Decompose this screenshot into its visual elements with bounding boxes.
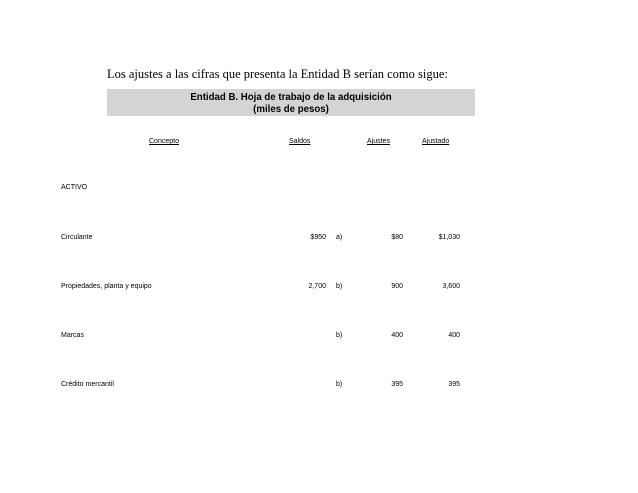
header-ajustado: Ajustado bbox=[422, 138, 450, 145]
row-ajustes: 900 bbox=[391, 283, 403, 290]
row-saldos: 2,700 bbox=[308, 283, 326, 290]
row-ref: a) bbox=[336, 234, 343, 241]
row-ref: b) bbox=[336, 332, 343, 339]
header-ajustes: Ajustes bbox=[367, 138, 390, 145]
row-ref: b) bbox=[336, 381, 343, 388]
row-concepto: Crédito mercantil bbox=[61, 381, 114, 388]
worksheet-subtitle: (miles de pesos) bbox=[253, 103, 329, 115]
header-saldos: Saldos bbox=[289, 138, 311, 145]
row-saldos: $950 bbox=[310, 234, 326, 241]
row-ajustado: 400 bbox=[448, 332, 460, 339]
row-concepto: Propiedades, planta y equipo bbox=[61, 283, 152, 290]
intro-text: Los ajustes a las cifras que presenta la Entidad B serían como sigue: bbox=[107, 67, 448, 81]
row-concepto: Marcas bbox=[61, 332, 84, 339]
worksheet-title-band bbox=[107, 89, 475, 116]
row-ajustes: 400 bbox=[391, 332, 403, 339]
row-ajustes: 395 bbox=[391, 381, 403, 388]
worksheet-title: Entidad B. Hoja de trabajo de la adquisición bbox=[190, 91, 392, 103]
header-concepto: Concepto bbox=[149, 138, 179, 145]
row-ajustado: 395 bbox=[448, 381, 460, 388]
row-ajustes: $80 bbox=[391, 234, 403, 241]
row-concepto: Circulante bbox=[61, 234, 93, 241]
section-label-activo: ACTIVO bbox=[61, 184, 88, 191]
row-ajustado: $1,030 bbox=[438, 234, 460, 241]
row-ajustado: 3,600 bbox=[442, 283, 460, 290]
row-ref: b) bbox=[336, 283, 343, 290]
